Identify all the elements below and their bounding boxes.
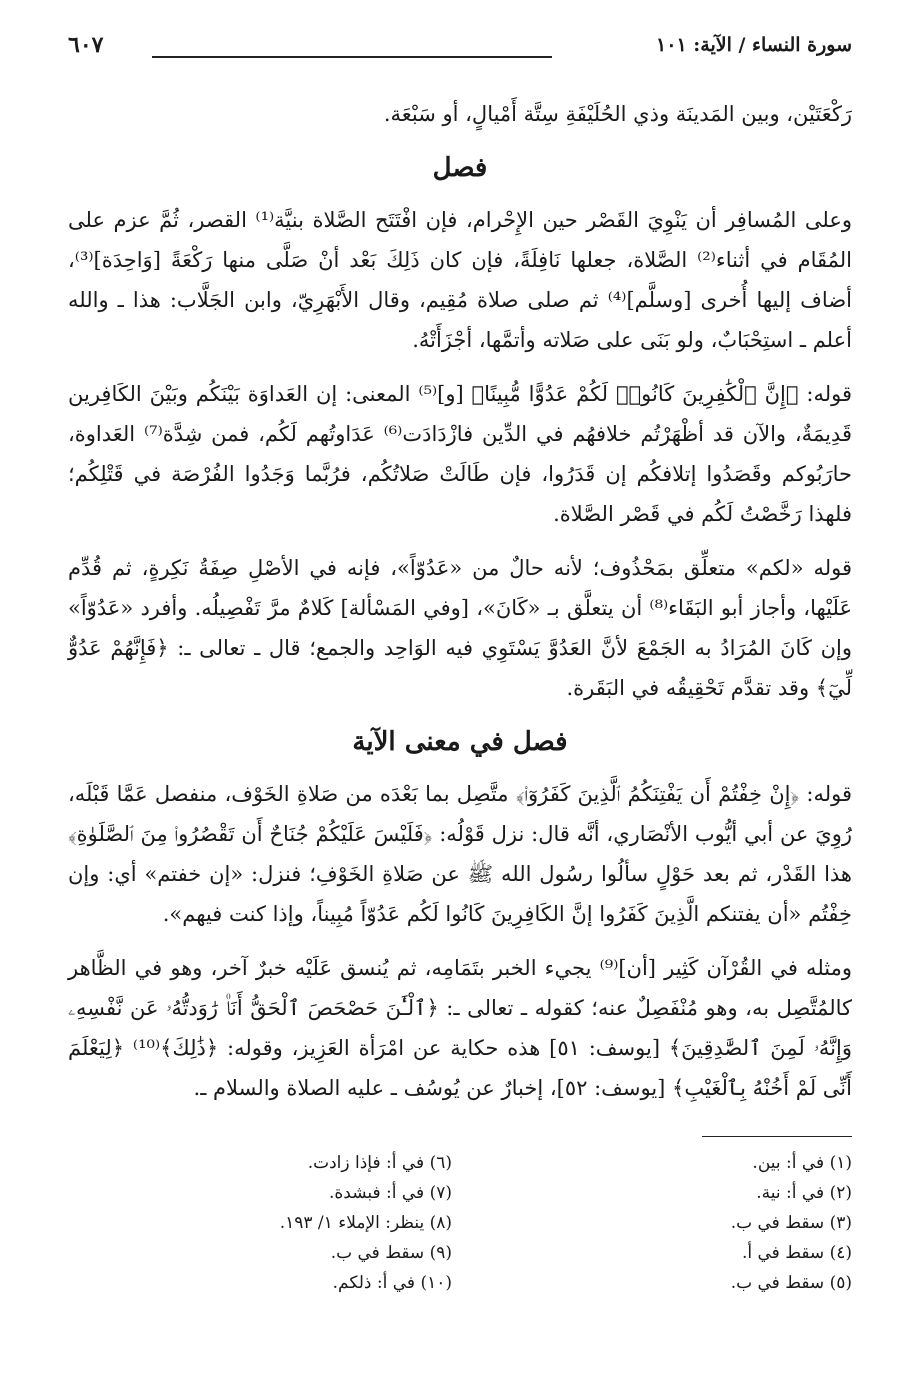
footnote-6: (٦) في أ: فإذا زادت. <box>307 1153 452 1173</box>
paragraph-2: وعلى المُسافِر أن يَنْوِيَ القَصْر حين الإِحْرام، فإن افْتَتَح الصَّلاة بنيَّة⁽¹⁾ القصر، ثُمَّ عزم على المُقَام في أثناء⁽²⁾ الصَّلاة، جعلها نَافِلَةً، فإن كان ذَلِكَ بَعْد أنْ صَلَّى منها رَكْعَةً [وَاحِدَة]⁽³⁾، أضاف إليها أُخرى [وسلَّم]⁽⁴⁾ ثم صلى صلاة مُقِيم، وقال الأَبْهَرِيّ، وابن الجَلَّاب: هذا ـ والله أعلم ـ استِحْبَابٌ، ولو بَنَى على صَلاته وأتمَّها، أجْزَأَتْهُ. <box>68 208 853 352</box>
footnote-1: (١) في أ: بين. <box>752 1153 852 1173</box>
paragraph-5: قوله: ﴿إِنْ خِفْتُمْ أَن يَفْتِنَكُمُ ٱلَّذِينَ كَفَرُوٓا۟﴾ متَّصِل بما بَعْدَه من صَلاةِ الخَوْف، منفصل عَمَّا قَبْلَه، رُوِيَ عن أبي أيُّوب الأنْصَاري، أنَّه قال: نزل قَوْلُه: ﴿فَلَيْسَ عَلَيْكُمْ جُنَاحٌ أَن تَقْصُرُوا۟ مِنَ ٱلصَّلَوٰةِ﴾ هذا القَدْر، ثم بعد حَوْلٍ سألُوا رسُول الله ﷺ عن صَلاةِ الخَوْفِ؛ فنزل: «إن خفتم» أي: وإن خِفْتُم «أن يفتنكم الَّذِينَ كَفَرُوا إنَّ الكَافِرِينَ كَانُوا لَكُم عَدُوّاً مُبِيناً، وإذا كنت فيهم». <box>68 782 852 926</box>
footnotes-column-right <box>552 1148 852 1298</box>
page-number: ٦٠٧ <box>68 32 104 58</box>
footnote-8: (٨) ينظر: الإملاء ١/ ١٩٣. <box>279 1213 452 1233</box>
footnote-9: (٩) سقط في ب. <box>330 1243 452 1263</box>
book-page <box>68 30 852 1344</box>
paragraph-3: قوله: ﴿إِنَّ ٱلْكَٰفِرِينَ كَانُوا۟ لَكُمْ عَدُوًّا مُّبِينًا﴾ [و]⁽⁵⁾ المعنى: إن العَداوَة بَيْنَكُم وبَيْنَ الكَافِرين قَدِيمَةٌ، والآن قد أظْهَرْتُم خلافهُم في الدِّين فازْدَادَت⁽⁶⁾ عَدَاوتُهم لَكُم، فمن شِدَّة⁽⁷⁾ العَداوة، حارَبُوكم وقَصَدُوا إتلافكُم إن قَدَرُوا، فإن طَالَتْ صَلاتُكُم، فرُبَّما وَجَدُوا الفُرْصَة في قَتْلِكُم؛ فلهذا رَخَّصْتُ لَكُم في قَصْر الصَّلاة. <box>68 382 852 526</box>
paragraph-6: ومثله في القُرْآن كَثِير [أن]⁽⁹⁾ يجيء الخبر بتَمَامِه، ثم يُنسق عَلَيْه خبرٌ آخر، وهو في الظَّاهر كالمُتَّصِل به، وهو مُنْفَصِلٌ عنه؛ كقوله ـ تعالى ـ: ﴿ٱلْـَٰٔنَ حَصْحَصَ ٱلْحَقُّ أَنَا۠ رَٰوَدتُّهُۥ عَن نَّفْسِهِۦ وَإِنَّهُۥ لَمِنَ ٱلصَّٰدِقِينَ﴾ [يوسف: ٥١] هذه حكاية عن امْرَأة العَزِيز، وقوله: ﴿ذَٰلِكَ﴾⁽¹⁰⁾ ﴿لِيَعْلَمَ أَنِّى لَمْ أَخُنْهُ بِٱلْغَيْبِ﴾ [يوسف: ٥٢]، إخبارٌ عن يُوسُف ـ عليه الصلاة والسلام ـ. <box>68 956 852 1100</box>
running-title: سورة النساء / الآية: ١٠١ <box>656 34 852 56</box>
paragraph-1: رَكْعَتَيْن، وبين المَدينَة وذي الحُلَيْفَةِ سِتَّة أَمْيالٍ، أو سَبْعَة. <box>383 102 852 126</box>
footnote-5: (٥) سقط في ب. <box>730 1273 852 1293</box>
footnote-3: (٣) سقط في ب. <box>730 1213 852 1233</box>
paragraph-4: قوله «لكم» متعلِّق بمَحْذُوف؛ لأنه حالٌ من «عَدُوّاً»، فإنه في الأصْلِ صِفَةُ نَكِرةٍ، ثم قُدِّم عَلَيْها، وأجاز أبو البَقَاء⁽⁸⁾ أن يتعلَّق بـ «كَانَ»، [وفي المَسْألة] كَلامٌ مرَّ تَفْصِيلُه. وأفرد «عَدُوّاً» وإن كَانَ المُرَادُ به الجَمْعَ لأنَّ العَدُوَّ يَسْتَوِي فيه الوَاحِد والجمع؛ قال ـ تعالى ـ: ﴿فَإِنَّهُمْ عَدُوٌّ لِّيٓ﴾ وقد تقدَّم تَحْقِيقُه في البَقَرة. <box>68 556 852 700</box>
footnote-10: (١٠) في أ: ذلكم. <box>332 1273 452 1293</box>
header-rule <box>152 56 552 58</box>
section-heading-2: فصل في معنى الآية <box>352 727 568 757</box>
footnote-7: (٧) في أ: فبشدة. <box>328 1183 452 1203</box>
footnote-2: (٢) في أ: نية. <box>756 1183 852 1203</box>
footnote-rule <box>702 1136 852 1137</box>
footnotes-column-left <box>152 1148 452 1298</box>
footnote-4: (٤) سقط في أ. <box>741 1243 852 1263</box>
page-header <box>68 30 852 64</box>
section-heading-1: فصل <box>432 153 488 183</box>
